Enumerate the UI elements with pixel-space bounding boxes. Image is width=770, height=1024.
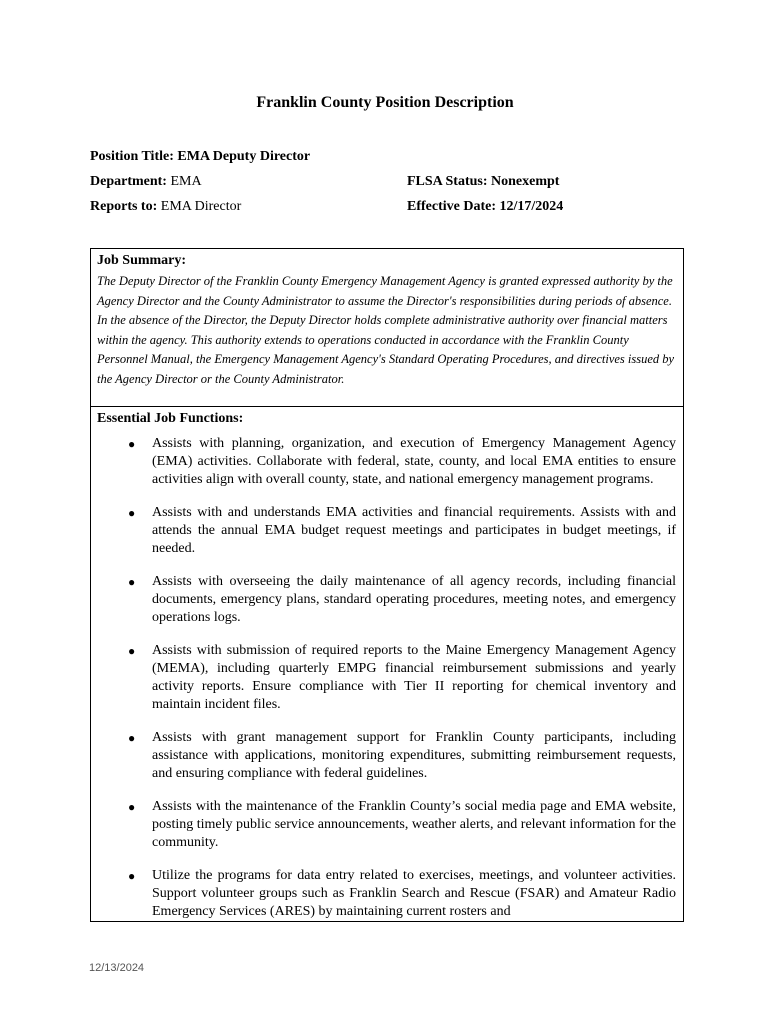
- bullet-icon: ●: [128, 506, 136, 520]
- list-item: [97, 729, 677, 783]
- position-title-value: EMA Deputy Director: [177, 149, 311, 164]
- job-summary-text: The Deputy Director of the Franklin County Emergency Management Agency is granted expressed authority by the Agency Director and the County Administrator to assume the Director's responsibilities during periods of absence. In the absence of the Director, the Deputy Director holds complete administrative authority over financial matters within the agency. This authority extends to operations conducted in accordance with the Franklin County Personnel Manual, the Emergency Management Agency's Standard Operating Procedures, and directives issued by the Agency Director or the County Administrator.: [97, 274, 675, 386]
- job-summary-heading: Job Summary:: [97, 253, 187, 268]
- bullet-icon: ●: [128, 437, 136, 451]
- document-title: Franklin County Position Description: [256, 94, 514, 111]
- list-item: [97, 435, 677, 489]
- effective-date-field: [407, 199, 563, 215]
- reports-to-field: [90, 199, 241, 215]
- flsa-status-field: [407, 174, 559, 190]
- bullet-icon: ●: [128, 731, 136, 745]
- essential-functions-section: [91, 407, 683, 921]
- reports-to-value: EMA Director: [160, 199, 242, 214]
- department-label: Department:: [90, 174, 167, 189]
- footer-date: 12/13/2024: [89, 962, 145, 974]
- function-text: Assists with overseeing the daily maintenance of all agency records, including financial documents, emergency plans, standard operating procedures, meeting notes, and emergency operations logs.: [152, 574, 676, 625]
- function-text: Assists with submission of required reports to the Maine Emergency Management Agency (MEMA), including quarterly EMPG financial reimbursement submissions and yearly activity reports. Ensure compliance with Tier II reporting for chemical inventory and maintain incident files.: [152, 643, 676, 712]
- reports-to-label: Reports to:: [90, 199, 158, 214]
- essential-functions-list: [97, 435, 677, 921]
- function-text: Assists with grant management support for Franklin County participants, including assistance with applications, monitoring expenditures, submitting reimbursement requests, and ensuring compliance with federal guidelines.: [152, 730, 676, 781]
- description-box: [90, 248, 684, 922]
- list-item: [97, 867, 677, 921]
- bullet-icon: ●: [128, 575, 136, 589]
- position-title-field: [90, 149, 310, 165]
- job-summary-section: [91, 249, 683, 407]
- flsa-status-value: Nonexempt: [491, 174, 560, 189]
- bullet-icon: ●: [128, 869, 136, 883]
- list-item: [97, 642, 677, 714]
- position-title-label: Position Title:: [90, 149, 174, 164]
- effective-date-label: Effective Date:: [407, 199, 497, 214]
- list-item: [97, 573, 677, 627]
- list-item: [97, 798, 677, 852]
- list-item: [97, 504, 677, 558]
- essential-functions-heading: Essential Job Functions:: [97, 411, 244, 426]
- department-value: EMA: [170, 174, 202, 189]
- function-text: Assists with and understands EMA activities and financial requirements. Assists with and attends the annual EMA budget request meetings and participates in budget meetings, if needed.: [152, 505, 676, 556]
- function-text: Utilize the programs for data entry related to exercises, meetings, and volunteer activities. Support volunteer groups such as Franklin Search and Rescue (FSAR) and Amateur Radio Emergency Services (ARES) by maintaining current rosters and: [152, 868, 676, 919]
- effective-date-value: 12/17/2024: [499, 199, 564, 214]
- function-text: Assists with planning, organization, and execution of Emergency Management Agency (EMA) activities. Collaborate with federal, state, county, and local EMA entities to ensure activities align with overall county, state, and national emergency management programs.: [152, 436, 676, 487]
- function-text: Assists with the maintenance of the Franklin County’s social media page and EMA website, posting timely public service announcements, weather alerts, and relevant information for the community.: [152, 799, 676, 850]
- bullet-icon: ●: [128, 800, 136, 814]
- department-field: [90, 174, 202, 190]
- bullet-icon: ●: [128, 644, 136, 658]
- flsa-status-label: FLSA Status:: [407, 174, 488, 189]
